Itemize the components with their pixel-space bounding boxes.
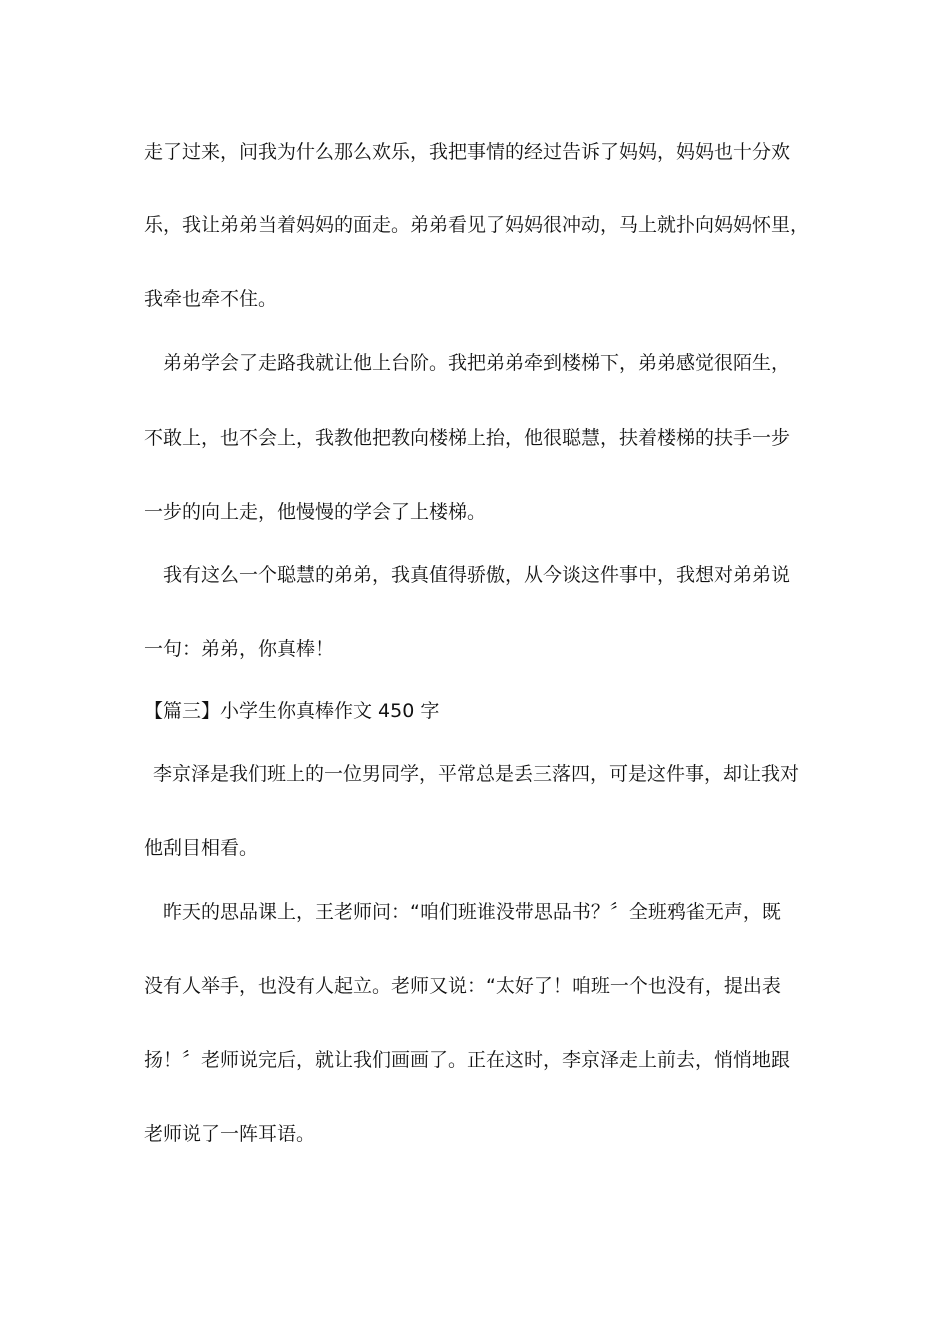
text-line-7: 我有这么一个聪慧的弟弟，我真值得骄傲，从今谈这件事中，我想对弟弟说 — [163, 564, 791, 586]
text-line-3: 我牵也牵不住。 — [144, 288, 278, 310]
text-line-8: 一句：弟弟，你真棒！ — [144, 638, 335, 660]
text-line-2: 乐，我让弟弟当着妈妈的面走。弟弟看见了妈妈很冲动，马上就扑向妈妈怀里， — [144, 214, 810, 236]
text-line-10: 他刮目相看。 — [144, 837, 259, 859]
section-heading: 【篇三】小学生你真棒作文 450 字 — [144, 700, 440, 722]
text-line-11: 昨天的思品课上，王老师问：“咱们班谁没带思品书？〞全班鸦雀无声，既 — [163, 901, 781, 923]
text-line-6: 一步的向上走，他慢慢的学会了上楼梯。 — [144, 501, 487, 523]
text-line-1: 走了过来，问我为什么那么欢乐，我把事情的经过告诉了妈妈，妈妈也十分欢 — [144, 141, 791, 163]
text-line-5: 不敢上，也不会上，我教他把教向楼梯上抬，他很聪慧，扶着楼梯的扶手一步 — [144, 427, 791, 449]
text-line-13: 扬！〞老师说完后，就让我们画画了。正在这时，李京泽走上前去，悄悄地跟 — [144, 1049, 791, 1071]
text-line-12: 没有人举手，也没有人起立。老师又说：“太好了！咱班一个也没有，提出表 — [144, 975, 781, 997]
text-line-4: 弟弟学会了走路我就让他上台阶。我把弟弟牵到楼梯下，弟弟感觉很陌生， — [163, 352, 791, 374]
text-line-9: 李京泽是我们班上的一位男同学，平常总是丢三落四，可是这件事，却让我对 — [153, 763, 800, 785]
text-line-14: 老师说了一阵耳语。 — [144, 1123, 316, 1145]
